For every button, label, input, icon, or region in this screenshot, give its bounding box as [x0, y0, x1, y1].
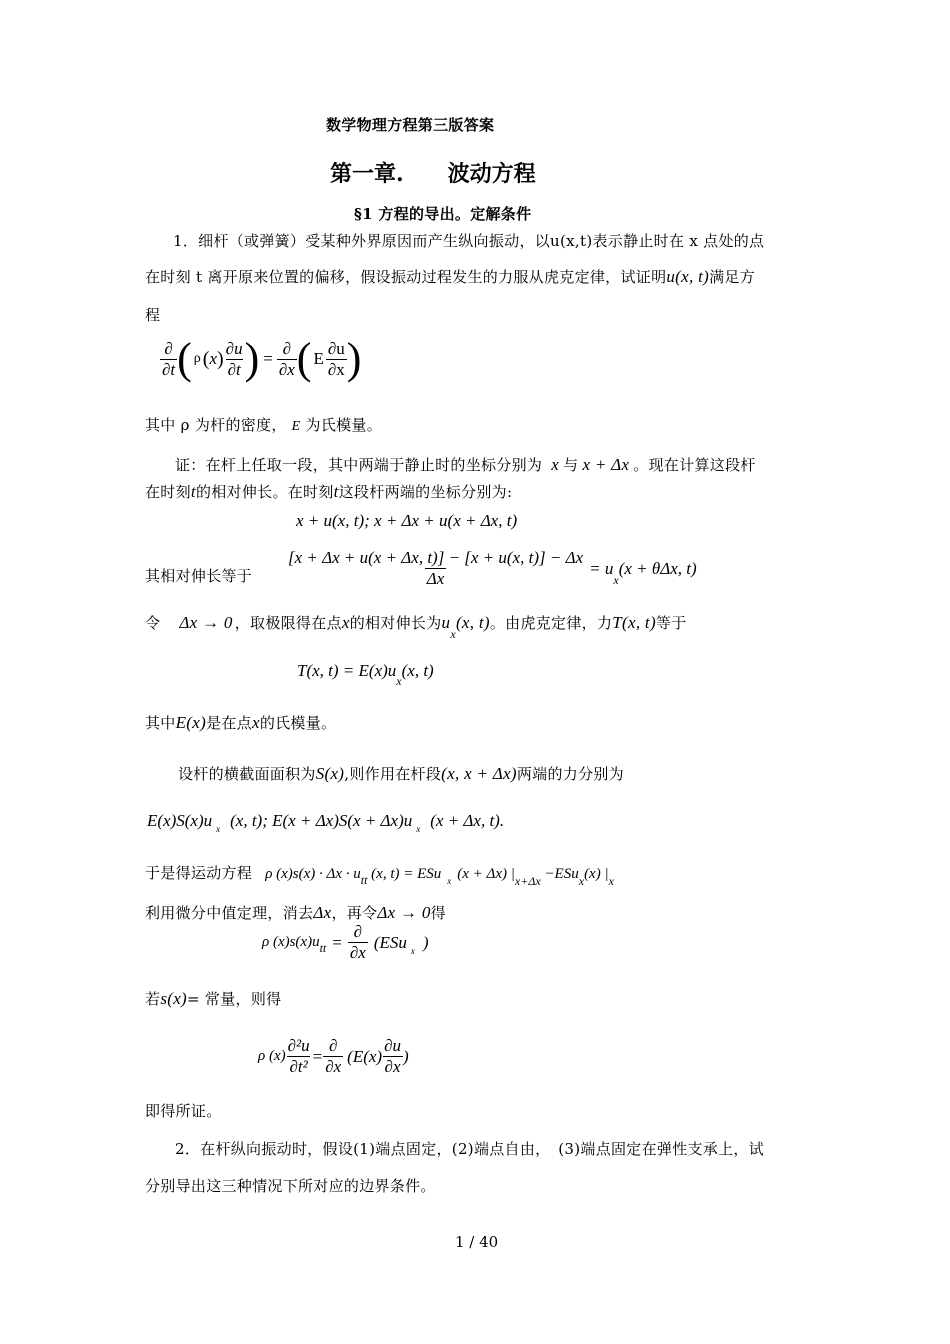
- numerator: [x + Δx + u(x + Δx, t)] − [x + u(x, t)] − Δx: [288, 548, 584, 567]
- text: 其中: [145, 714, 176, 732]
- E-symbol: E: [313, 349, 324, 368]
- relative-elongation-label: 其相对伸长等于: [145, 567, 253, 585]
- math-E: E(x): [175, 713, 207, 732]
- qed-line: 即得所证。: [145, 1102, 222, 1120]
- text: 在时刻 t 离开原来位置的偏移，假设振动过程发生的力服从虎克定律，试证明: [145, 268, 667, 286]
- text: 两端的力分别为: [516, 765, 624, 783]
- numerator: ∂u: [384, 1036, 401, 1055]
- denominator: ∂x: [325, 1057, 342, 1076]
- text: 证：在杆上任取一段，其中两端于静止时的坐标分别为: [175, 456, 543, 474]
- wave-equation: [160, 334, 361, 384]
- problem-2-line-2: 分别导出这三种情况下所对应的边界条件。: [145, 1177, 436, 1195]
- text: 满足方: [709, 268, 755, 286]
- denominator: Δx: [426, 569, 445, 588]
- text: (x, t): [401, 661, 434, 680]
- motion-equation: [265, 866, 614, 888]
- lhs: [262, 934, 327, 955]
- denominator: ∂t: [162, 359, 176, 379]
- lhs: ρ (x): [258, 1048, 286, 1064]
- text: 这段杆两端的坐标分别为:: [338, 483, 513, 501]
- text: 于是得运动方程: [145, 864, 253, 882]
- text: T(x, t) = E(x)u: [297, 661, 397, 680]
- numerator: ∂: [164, 338, 173, 358]
- text: 等于: [655, 614, 687, 632]
- text: 。现在计算这段杆: [633, 456, 756, 474]
- chapter-title: 第一章. 波动方程: [330, 161, 536, 187]
- text: 与: [563, 456, 579, 474]
- proof-line-2: [145, 481, 512, 502]
- text: 设杆的横截面面积为: [178, 765, 316, 783]
- text: E(x)S(x)u: [147, 811, 213, 830]
- numerator: ∂u: [327, 338, 345, 358]
- denominator: ∂x: [384, 1057, 401, 1076]
- equals-sign: =: [332, 932, 342, 952]
- numerator: ∂: [353, 922, 363, 941]
- fraction-d-dx: [277, 339, 297, 380]
- text: ,则作用在杆段: [344, 765, 442, 783]
- section-title: §1 方程的导出。定解条件: [354, 205, 532, 223]
- final-wave-equation: [258, 1036, 409, 1077]
- text: 若: [145, 990, 161, 1008]
- math-S: S(x): [315, 764, 345, 783]
- reduced-motion-equation: [262, 922, 429, 963]
- rhs: [589, 558, 697, 587]
- text: 在时刻: [145, 483, 191, 501]
- text: ): [422, 932, 429, 952]
- math-t: t: [190, 482, 196, 501]
- rho-symbol: ρ: [193, 351, 201, 366]
- text: −ESu: [544, 866, 579, 882]
- subscript: x: [416, 824, 421, 834]
- left-paren: (: [177, 334, 192, 383]
- text: (x, t) = ESu: [371, 866, 442, 882]
- numerator: ∂: [328, 1036, 338, 1055]
- cross-section-line: [178, 763, 624, 784]
- document-title: 数学物理方程第三版答案: [326, 116, 495, 134]
- text: (x + Δx) |: [457, 866, 515, 882]
- subscript: x: [608, 874, 614, 888]
- fraction-du-dx: [326, 339, 347, 380]
- fraction-d-dx: [348, 922, 368, 963]
- denominator: ∂x: [278, 359, 295, 379]
- numerator: ∂²u: [287, 1036, 310, 1055]
- math-limit: Δx → 0: [377, 903, 431, 922]
- math-segment: (x, x + Δx): [441, 764, 517, 783]
- text: ρ (x)s(x) · Δx · u: [265, 866, 361, 882]
- text: (x + θΔx, t): [618, 558, 697, 578]
- left-paren: (: [296, 334, 312, 383]
- fraction-d-dt: [160, 339, 177, 380]
- end-forces: [147, 811, 505, 834]
- numerator: ∂u: [225, 338, 243, 358]
- text: ρ (x)s(x)u: [262, 934, 320, 950]
- page-number: 1 / 40: [455, 1233, 499, 1251]
- subscript: tt: [360, 873, 368, 887]
- problem-1-line-1: 1．细杆（或弹簧）受某种外界原因而产生纵向振动，以u(x,t)表示静止时在 x 点处的点: [173, 232, 765, 250]
- text: (x + Δx, t).: [430, 811, 505, 830]
- subscript: x: [578, 874, 585, 888]
- hooke-law-equation: [297, 661, 434, 688]
- subscript: x: [447, 876, 452, 886]
- equals-sign: =: [263, 349, 273, 368]
- proof-line-1: [175, 454, 756, 475]
- text: 的相对伸长。在时刻: [195, 483, 334, 501]
- text: 的氏模量。: [259, 714, 337, 732]
- constant-area-line: [145, 988, 281, 1009]
- text: 是在点: [206, 714, 252, 732]
- text: = u: [589, 558, 614, 578]
- problem-2-line-1: 2．在杆纵向振动时，假设(1)端点固定，(2)端点自由， (3)端点固定在弹性支承上，试: [175, 1140, 764, 1158]
- x-symbol: x: [209, 349, 217, 368]
- math-args: (x, t): [455, 613, 490, 632]
- subscript: x+Δx: [514, 874, 541, 888]
- elongation-fraction: [286, 548, 585, 589]
- text: ，取极限得在点: [234, 614, 342, 632]
- rhs: [373, 932, 429, 956]
- endpoint-coordinates: x + u(x, t); x + Δx + u(x + Δx, t): [296, 511, 518, 530]
- problem-1-line-3: 程: [145, 306, 161, 324]
- denominator: ∂t²: [289, 1057, 308, 1076]
- text: 。由虎克定律，力: [489, 614, 613, 632]
- text: ，再令: [331, 904, 378, 922]
- subscript: x: [613, 572, 619, 587]
- text: 利用微分中值定理，消去: [145, 904, 314, 922]
- paren: ): [217, 347, 224, 370]
- paren: (: [202, 347, 210, 370]
- problem-1-line-2: [145, 266, 755, 287]
- text: 其中 ρ 为杆的密度，: [145, 416, 287, 434]
- right-paren: ): [346, 334, 362, 383]
- denominator: ∂x: [349, 943, 366, 962]
- fraction-du-dx: [382, 1036, 403, 1077]
- text: ): [402, 1046, 409, 1066]
- denominator: ∂x: [327, 359, 345, 379]
- relative-elongation-equation: [286, 548, 697, 589]
- subscript: x: [410, 945, 415, 956]
- text: (E(x): [347, 1046, 383, 1066]
- text: (x, t); E(x + Δx)S(x + Δx)u: [230, 811, 413, 830]
- text: = 常量，则得: [187, 990, 282, 1008]
- math-t: t: [333, 482, 339, 501]
- math-s: s(x): [160, 989, 187, 1008]
- denominator: ∂t: [227, 359, 241, 379]
- text: (x) |: [584, 866, 609, 882]
- fraction-d2u-dt2: [286, 1036, 312, 1077]
- math-T: T(x, t): [612, 613, 656, 632]
- E-symbol: E: [291, 419, 301, 434]
- subscript: x: [396, 674, 402, 688]
- math-u: u: [441, 613, 451, 632]
- fraction-d-dx: [323, 1036, 343, 1077]
- math-x: x: [551, 455, 560, 474]
- math-u-xt: u(x, t): [666, 267, 710, 286]
- subscript: x: [450, 627, 456, 641]
- rho-description: [145, 414, 382, 435]
- young-modulus-line: [145, 712, 336, 733]
- subscript: x: [216, 824, 221, 834]
- math-x-plus-dx: x + Δx: [582, 455, 630, 474]
- equals-sign: =: [312, 1046, 323, 1066]
- math-limit: Δx → 0: [179, 613, 233, 632]
- text: 令: [145, 614, 161, 632]
- numerator: ∂: [282, 338, 291, 358]
- text: 的相对伸长为: [349, 614, 442, 632]
- mean-value-line: [145, 902, 446, 923]
- math-x: x: [341, 613, 350, 632]
- motion-equation-line: [145, 862, 614, 888]
- right-paren: ): [244, 334, 260, 383]
- subscript: tt: [319, 941, 327, 955]
- math-dx: Δx: [313, 903, 332, 922]
- limit-line: [145, 612, 687, 641]
- text: (ESu: [373, 932, 407, 952]
- text: 为氏模量。: [305, 416, 383, 434]
- text: 得: [430, 904, 446, 922]
- math-x: x: [251, 713, 260, 732]
- fraction-du-dt: [224, 339, 245, 380]
